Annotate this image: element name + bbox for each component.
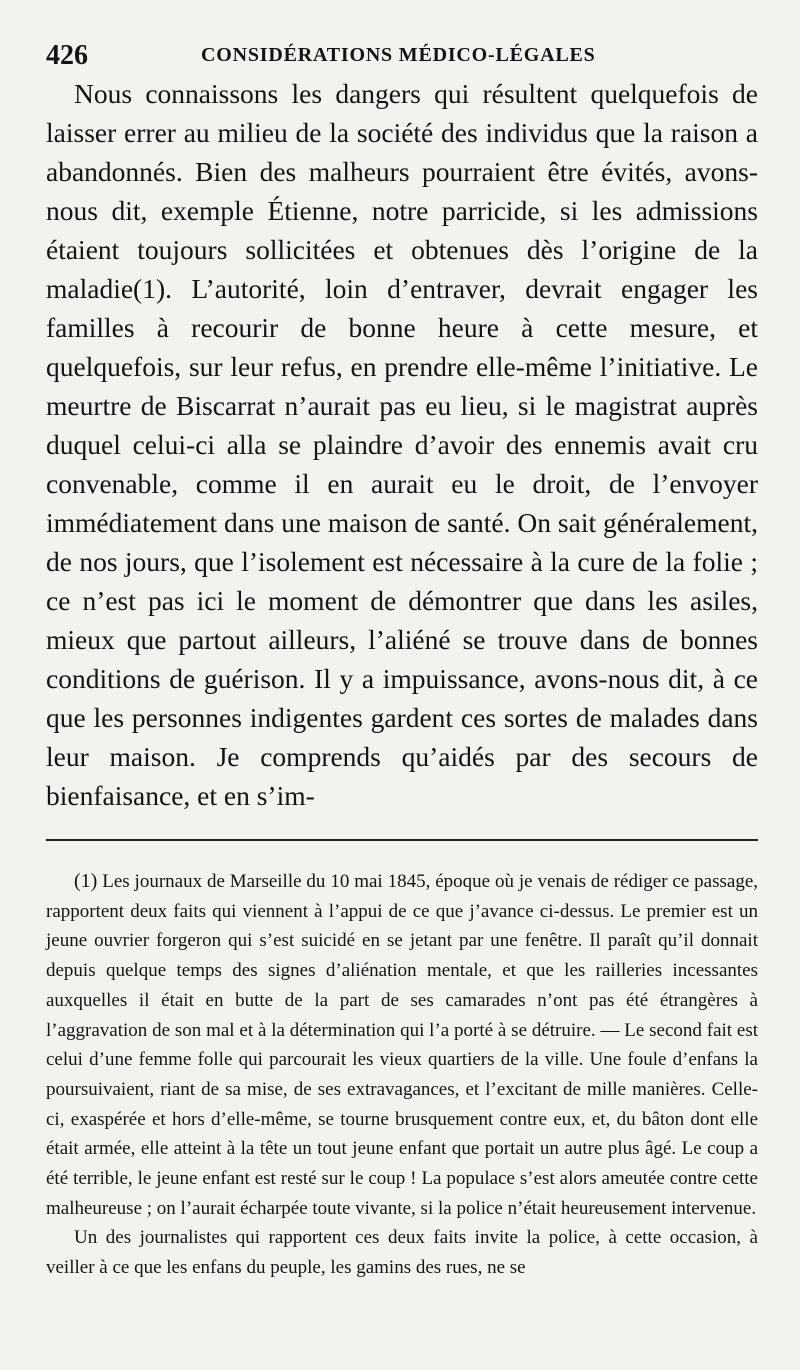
footnote-marker: (1) — [74, 870, 98, 892]
footnote-rule — [46, 839, 758, 841]
footnote-continuation: Un des journalistes qui rapportent ces deux faits invite la police, à cette occasion, à veiller à ce que les enfans du peuple, les gamins des rues, ne se — [46, 1227, 758, 1279]
main-text — [46, 74, 758, 815]
page-number: 426 — [46, 40, 88, 71]
footnote-1 — [46, 867, 758, 1223]
footnotes — [46, 867, 758, 1283]
running-head-title: CONSIDÉRATIONS MÉDICO-LÉGALES — [201, 44, 596, 66]
footnote-1-text: Les journaux de Marseille du 10 mai 1845, époque où je venais de rédiger ce passage, rapportent deux faits qui viennent à l’appui de ce que j’avance ci-dessus. Le premier est un jeune ouvrier forgeron qui s’est suicidé en se jetant par une fenêtre. Il paraît qu’il donnait depuis quelque temps des signes d’aliénation mentale, et que les railleries incessantes auxquelles il était en butte de la part de ses camarades n’ont pas été étrangères à l’aggravation de son mal et à la détermination qui l’a porté à se détruire. — Le second fait est celui d’une femme folle qui parcourait les vieux quartiers de la ville. Une foule d’enfans la poursuivaient, riant de sa mise, de ses extravagances, et l’excitant de mille manières. Celle-ci, exaspérée et hors d’elle-même, se tourne brusquement contre eux, et, du bâton dont elle était armée, elle atteint à la tête un tout jeune enfant que portait un autre plus âgé. Le coup a été terrible, le jeune enfant est resté sur le coup ! La populace s’est alors ameutée contre cette malheureuse ; on l’aurait écharpée toute vivante, si la police n’était heureusement intervenue. — [46, 871, 758, 1219]
running-head — [46, 30, 758, 74]
body-paragraph: Nous connaissons les dangers qui résultent quelquefois de laisser errer au milieu de la société des individus que la raison a abandonnés. Bien des malheurs pourraient être évités, avons-nous dit, exemple Étienne, notre parricide, si les admissions étaient toujours sollicitées et obtenues dès l’origine de la maladie(1). L’autorité, loin d’entraver, devrait engager les familles à recourir de bonne heure à cette mesure, et quelquefois, sur leur refus, en prendre elle-même l’initiative. Le meurtre de Biscarrat n’aurait pas eu lieu, si le magistrat auprès duquel celui-ci alla se plaindre d’avoir des ennemis avait cru convenable, comme il en aurait eu le droit, de l’envoyer immédiatement dans une maison de santé. On sait généralement, de nos jours, que l’isolement est nécessaire à la cure de la folie ; ce n’est pas ici le moment de démontrer que dans les asiles, mieux que partout ailleurs, l’aliéné se trouve dans de bonnes conditions de guérison. Il y a impuissance, avons-nous dit, à ce que les personnes indigentes gardent ces sortes de malades dans leur maison. Je comprends qu’aidés par des secours de bienfaisance, et en s’im- — [46, 78, 758, 811]
